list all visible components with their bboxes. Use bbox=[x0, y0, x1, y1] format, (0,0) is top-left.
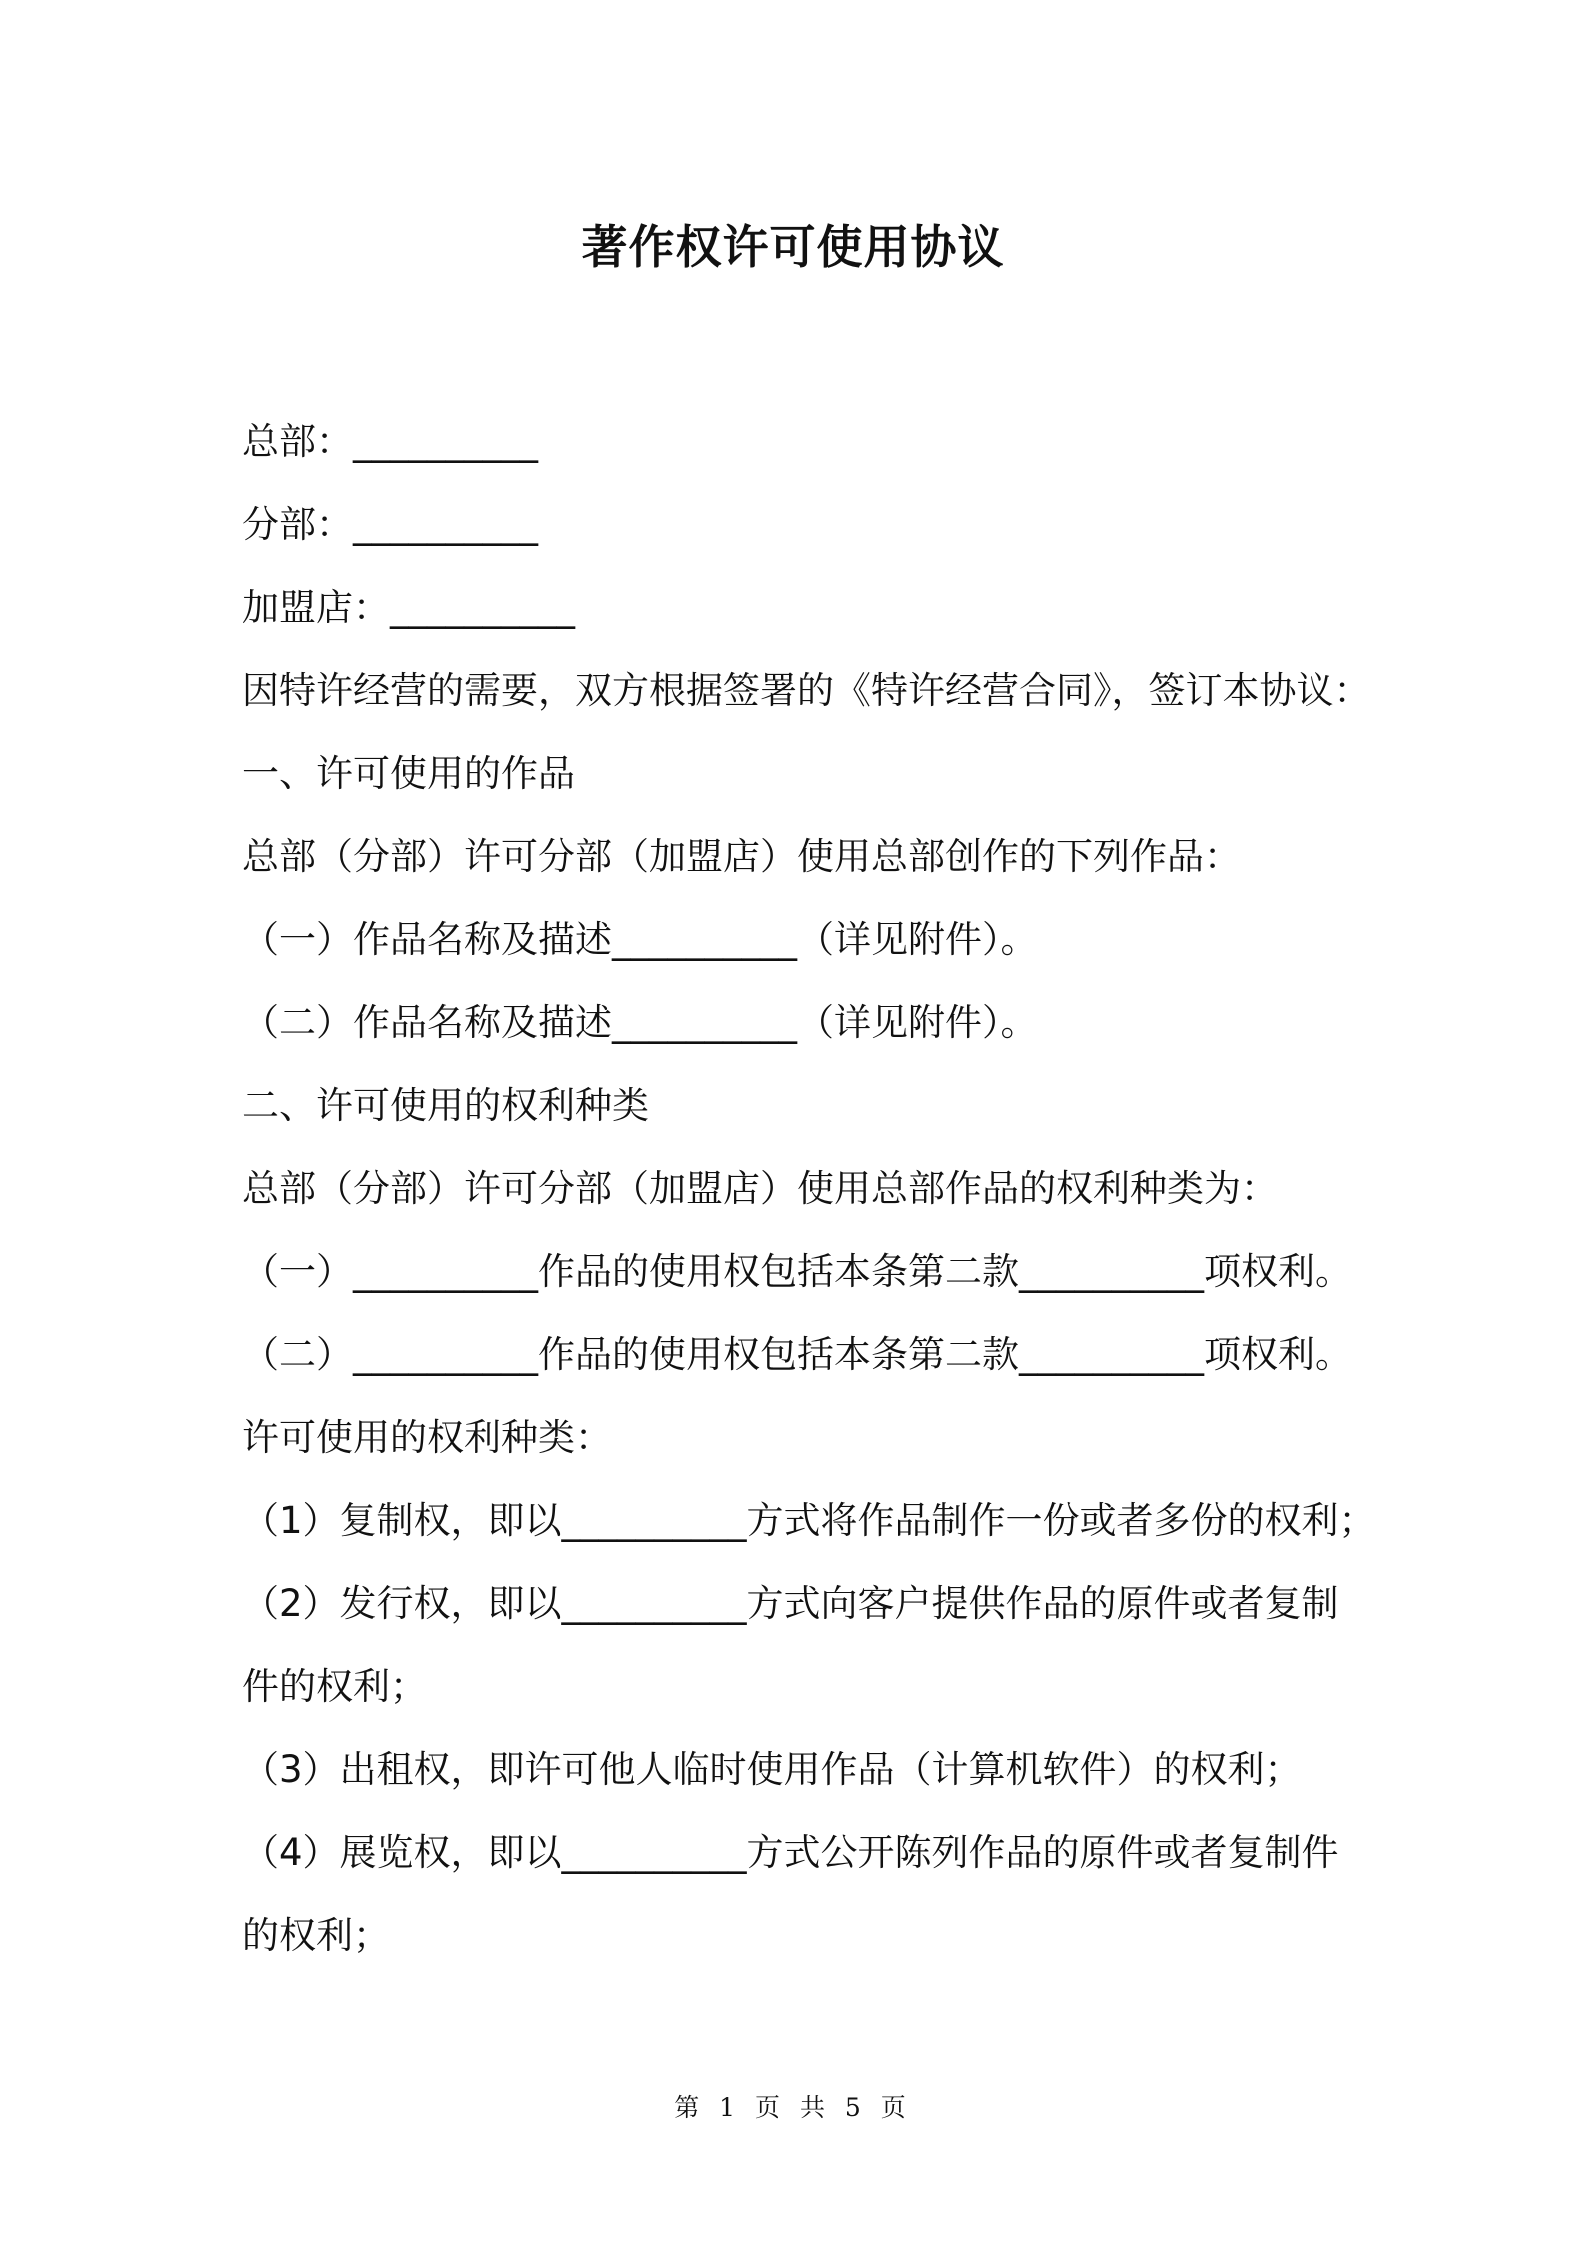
right-distribution-line-2: 件的权利； bbox=[242, 1665, 427, 1708]
right-reproduction: （1）复制权，即以__________方式将作品制作一份或者多份的权利； bbox=[242, 1499, 1376, 1542]
right-rental: （3）出租权，即许可他人临时使用作品（计算机软件）的权利； bbox=[242, 1748, 1302, 1791]
work-item-1: （一）作品名称及描述__________（详见附件）。 bbox=[242, 918, 1038, 961]
right-distribution-line-1: （2）发行权，即以__________方式向客户提供作品的原件或者复制 bbox=[242, 1582, 1339, 1625]
franchisee-field-line: 加盟店：__________ bbox=[242, 586, 575, 629]
rights-item-1: （一）__________作品的使用权包括本条第二款__________项权利。 bbox=[242, 1250, 1352, 1293]
branch-field-line: 分部：__________ bbox=[242, 503, 538, 546]
preamble-paragraph: 因特许经营的需要，双方根据签署的《特许经营合同》，签订本协议： bbox=[242, 669, 1371, 712]
document-body bbox=[242, 400, 1402, 1977]
section-heading-works: 一、许可使用的作品 bbox=[242, 752, 575, 795]
works-intro-paragraph: 总部（分部）许可分部（加盟店）使用总部创作的下列作品： bbox=[242, 835, 1241, 878]
right-exhibition-line-2: 的权利； bbox=[242, 1914, 390, 1957]
document-title: 著作权许可使用协议 bbox=[581, 220, 1005, 274]
right-exhibition-line-1: （4）展览权，即以__________方式公开陈列作品的原件或者复制件 bbox=[242, 1831, 1339, 1874]
rights-types-heading: 许可使用的权利种类： bbox=[242, 1416, 612, 1459]
rights-intro-paragraph: 总部（分部）许可分部（加盟店）使用总部作品的权利种类为： bbox=[242, 1167, 1278, 1210]
page-number-footer: 第 1 页 共 5 页 bbox=[674, 2093, 912, 2122]
section-heading-rights: 二、许可使用的权利种类 bbox=[242, 1084, 649, 1127]
work-item-2: （二）作品名称及描述__________（详见附件）。 bbox=[242, 1001, 1038, 1044]
rights-item-2: （二）__________作品的使用权包括本条第二款__________项权利。 bbox=[242, 1333, 1352, 1376]
headquarters-field-line: 总部：__________ bbox=[242, 420, 538, 463]
